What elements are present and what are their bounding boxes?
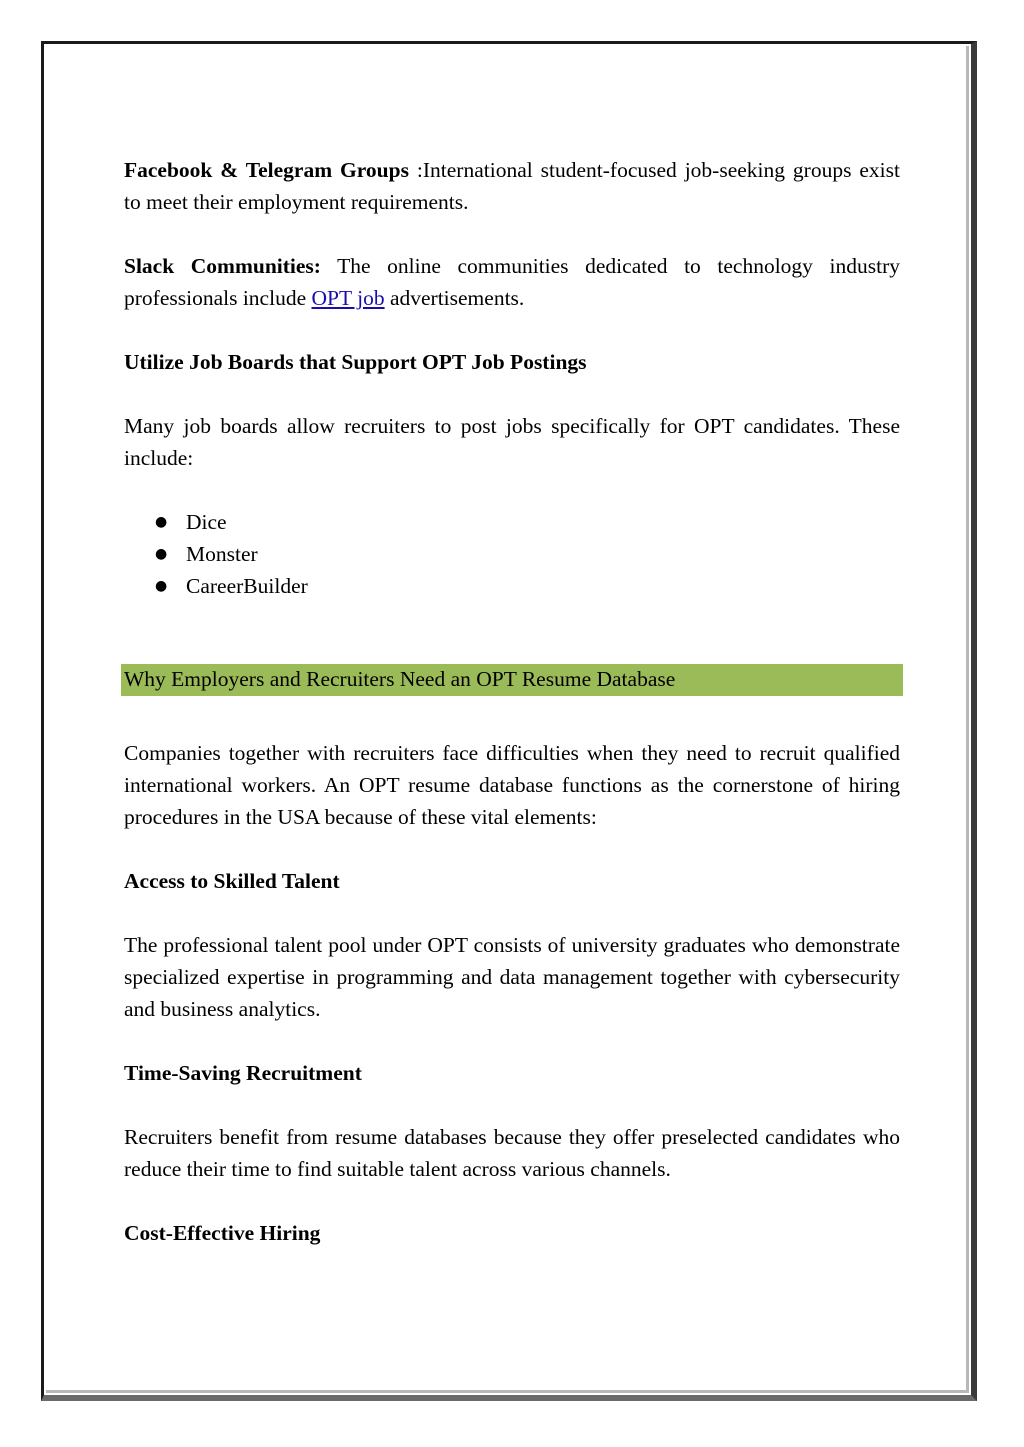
facebook-text: :International student-focused job-seeking groups exist to meet their employment requirements.: [124, 158, 900, 214]
job-boards-intro: Many job boards allow recruiters to post jobs specifically for OPT candidates. These include:: [124, 414, 900, 470]
list-item-label: CareerBuilder: [186, 574, 308, 598]
job-boards-heading: Utilize Job Boards that Support OPT Job Postings: [124, 350, 587, 374]
section-intro: Companies together with recruiters face difficulties when they need to recruit qualified international workers. An OPT resume database functions as the cornerstone of hiring procedures in the USA because of these vital elements:: [124, 741, 900, 829]
section-banner: Why Employers and Recruiters Need an OPT Resume Database: [121, 664, 903, 696]
facebook-paragraph: [124, 154, 900, 218]
slack-paragraph: [124, 250, 900, 314]
slack-text-before: The online communities dedicated to technology industry professionals include: [124, 254, 900, 310]
time-heading: Time-Saving Recruitment: [124, 1061, 362, 1085]
list-item-label: Dice: [186, 510, 227, 534]
bullet-icon: ●: [155, 578, 168, 594]
cost-heading: Cost-Effective Hiring: [124, 1221, 321, 1245]
list-item: [124, 570, 900, 602]
page-content-bottom: [124, 737, 900, 1249]
access-text: The professional talent pool under OPT consists of university graduates who demonstrate specialized expertise in programming and data management together with cybersecurity and business analytics.: [124, 933, 900, 1021]
facebook-label: Facebook & Telegram Groups: [124, 158, 409, 182]
opt-job-link[interactable]: OPT job: [311, 286, 385, 310]
job-boards-list: [124, 506, 900, 602]
list-item: [124, 538, 900, 570]
page-content-top: [124, 154, 900, 602]
slack-text-after: advertisements.: [384, 286, 525, 310]
slack-label: Slack Communities:: [124, 254, 321, 278]
access-heading: Access to Skilled Talent: [124, 869, 340, 893]
bullet-icon: ●: [155, 514, 168, 530]
time-text: Recruiters benefit from resume databases because they offer preselected candidates who reduce their time to find suitable talent across various channels.: [124, 1125, 900, 1181]
bullet-icon: ●: [155, 546, 168, 562]
list-item-label: Monster: [186, 542, 258, 566]
list-item: [124, 506, 900, 538]
